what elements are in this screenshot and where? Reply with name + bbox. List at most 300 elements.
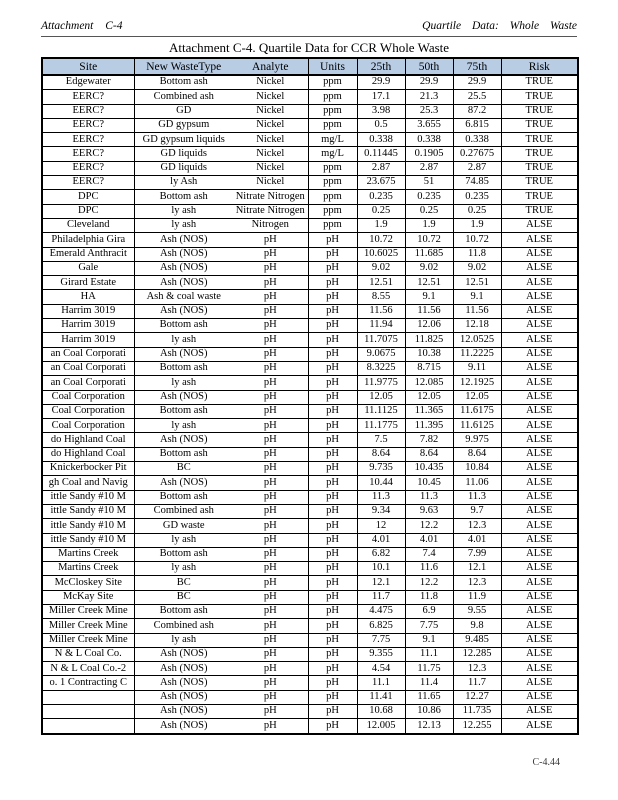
cell-wastetype: Bottom ash [134, 404, 233, 418]
cell-analyte: pH [233, 590, 308, 604]
cell-50th: 12.05 [405, 390, 453, 404]
cell-75th: 0.27675 [453, 147, 501, 161]
cell-units: pH [308, 662, 357, 676]
cell-wastetype: Combined ash [134, 619, 233, 633]
cell-analyte: Nickel [233, 161, 308, 175]
column-header-risk: Risk [501, 58, 578, 75]
cell-risk: ALSE [501, 261, 578, 275]
cell-75th: 4.01 [453, 533, 501, 547]
cell-50th: 8.64 [405, 447, 453, 461]
column-header-75th: 75th [453, 58, 501, 75]
cell-units: ppm [308, 204, 357, 218]
cell-wastetype: Ash (NOS) [134, 647, 233, 661]
cell-wastetype: Ash (NOS) [134, 233, 233, 247]
table-row [42, 218, 578, 232]
cell-50th: 0.235 [405, 190, 453, 204]
cell-75th: 11.735 [453, 705, 501, 719]
cell-75th: 12.1925 [453, 376, 501, 390]
cell-analyte: pH [233, 361, 308, 375]
running-header-right: Quartile Data: Whole Waste [422, 20, 577, 32]
cell-wastetype: GD [134, 104, 233, 118]
column-header-25th: 25th [357, 58, 405, 75]
cell-75th: 9.485 [453, 633, 501, 647]
table-row [42, 404, 578, 418]
cell-site: ittle Sandy #10 M [42, 504, 134, 518]
cell-wastetype: Combined ash [134, 504, 233, 518]
cell-50th: 11.56 [405, 304, 453, 318]
cell-risk: ALSE [501, 419, 578, 433]
cell-wastetype: ly ash [134, 633, 233, 647]
cell-analyte: pH [233, 647, 308, 661]
cell-units: ppm [308, 118, 357, 132]
cell-risk: ALSE [501, 662, 578, 676]
cell-analyte: pH [233, 562, 308, 576]
cell-analyte: Nickel [233, 176, 308, 190]
cell-75th: 12.255 [453, 719, 501, 734]
cell-75th: 9.11 [453, 361, 501, 375]
cell-25th: 10.6025 [357, 247, 405, 261]
cell-site: Coal Corporation [42, 404, 134, 418]
cell-risk: TRUE [501, 118, 578, 132]
cell-50th: 11.3 [405, 490, 453, 504]
cell-25th: 10.1 [357, 562, 405, 576]
column-header-analyte: Analyte [233, 58, 308, 75]
cell-site: o. 1 Contracting C [42, 676, 134, 690]
cell-25th: 2.87 [357, 161, 405, 175]
cell-wastetype: BC [134, 590, 233, 604]
table-row [42, 319, 578, 333]
cell-wastetype: BC [134, 576, 233, 590]
column-header-new-wastetype: New WasteType [134, 58, 233, 75]
cell-units: mg/L [308, 147, 357, 161]
cell-50th: 11.75 [405, 662, 453, 676]
cell-25th: 17.1 [357, 90, 405, 104]
cell-site: ittle Sandy #10 M [42, 490, 134, 504]
cell-50th: 12.2 [405, 576, 453, 590]
cell-units: pH [308, 590, 357, 604]
cell-75th: 12.51 [453, 276, 501, 290]
cell-75th: 0.338 [453, 133, 501, 147]
cell-units: ppm [308, 218, 357, 232]
table-row [42, 562, 578, 576]
cell-50th: 10.45 [405, 476, 453, 490]
cell-25th: 29.9 [357, 75, 405, 90]
cell-25th: 3.98 [357, 104, 405, 118]
cell-75th: 12.27 [453, 690, 501, 704]
cell-75th: 9.7 [453, 504, 501, 518]
cell-units: ppm [308, 75, 357, 90]
table-row [42, 304, 578, 318]
cell-50th: 9.63 [405, 504, 453, 518]
cell-units: pH [308, 690, 357, 704]
cell-50th: 11.395 [405, 419, 453, 433]
table-row [42, 633, 578, 647]
cell-25th: 6.82 [357, 547, 405, 561]
cell-25th: 8.55 [357, 290, 405, 304]
cell-units: pH [308, 361, 357, 375]
cell-analyte: Nickel [233, 104, 308, 118]
cell-analyte: pH [233, 247, 308, 261]
cell-analyte: pH [233, 462, 308, 476]
cell-50th: 0.25 [405, 204, 453, 218]
cell-risk: TRUE [501, 133, 578, 147]
cell-75th: 8.64 [453, 447, 501, 461]
table-row [42, 619, 578, 633]
cell-25th: 11.1775 [357, 419, 405, 433]
cell-site: McKay Site [42, 590, 134, 604]
cell-25th: 11.41 [357, 690, 405, 704]
cell-25th: 11.1 [357, 676, 405, 690]
cell-75th: 12.05 [453, 390, 501, 404]
table-row [42, 133, 578, 147]
cell-50th: 11.8 [405, 590, 453, 604]
cell-50th: 3.655 [405, 118, 453, 132]
cell-risk: ALSE [501, 547, 578, 561]
table-row [42, 533, 578, 547]
cell-site: Knickerbocker Pit [42, 462, 134, 476]
cell-analyte: Nickel [233, 75, 308, 90]
cell-50th: 11.825 [405, 333, 453, 347]
table-row [42, 290, 578, 304]
cell-25th: 1.9 [357, 218, 405, 232]
cell-site: Harrim 3019 [42, 304, 134, 318]
cell-analyte: Nitrate Nitrogen [233, 204, 308, 218]
cell-25th: 11.56 [357, 304, 405, 318]
cell-analyte: pH [233, 690, 308, 704]
cell-units: pH [308, 290, 357, 304]
table-row [42, 590, 578, 604]
cell-risk: TRUE [501, 190, 578, 204]
cell-analyte: pH [233, 719, 308, 734]
cell-risk: TRUE [501, 147, 578, 161]
cell-50th: 9.1 [405, 290, 453, 304]
cell-75th: 12.285 [453, 647, 501, 661]
cell-analyte: pH [233, 604, 308, 618]
cell-75th: 9.02 [453, 261, 501, 275]
cell-wastetype: Ash (NOS) [134, 276, 233, 290]
cell-risk: TRUE [501, 104, 578, 118]
cell-75th: 9.55 [453, 604, 501, 618]
cell-site: an Coal Corporati [42, 347, 134, 361]
cell-site: Miller Creek Mine [42, 604, 134, 618]
cell-75th: 11.8 [453, 247, 501, 261]
cell-50th: 0.1905 [405, 147, 453, 161]
cell-25th: 7.75 [357, 633, 405, 647]
cell-75th: 11.56 [453, 304, 501, 318]
cell-wastetype: Ash & coal waste [134, 290, 233, 304]
cell-50th: 7.82 [405, 433, 453, 447]
cell-wastetype: Ash (NOS) [134, 433, 233, 447]
cell-wastetype: Bottom ash [134, 547, 233, 561]
cell-risk: ALSE [501, 476, 578, 490]
cell-50th: 10.86 [405, 705, 453, 719]
cell-units: pH [308, 447, 357, 461]
cell-50th: 21.3 [405, 90, 453, 104]
cell-50th: 4.01 [405, 533, 453, 547]
cell-site: Emerald Anthracit [42, 247, 134, 261]
cell-75th: 9.1 [453, 290, 501, 304]
cell-units: pH [308, 433, 357, 447]
cell-units: pH [308, 333, 357, 347]
cell-units: pH [308, 533, 357, 547]
cell-75th: 1.9 [453, 218, 501, 232]
cell-50th: 6.9 [405, 604, 453, 618]
table-row [42, 276, 578, 290]
cell-25th: 9.34 [357, 504, 405, 518]
cell-25th: 10.68 [357, 705, 405, 719]
cell-risk: ALSE [501, 690, 578, 704]
column-header-50th: 50th [405, 58, 453, 75]
cell-units: pH [308, 705, 357, 719]
table-header-row [42, 58, 578, 75]
cell-risk: ALSE [501, 676, 578, 690]
cell-25th: 11.7 [357, 590, 405, 604]
cell-site: DPC [42, 190, 134, 204]
cell-25th: 4.54 [357, 662, 405, 676]
cell-25th: 8.3225 [357, 361, 405, 375]
cell-75th: 29.9 [453, 75, 501, 90]
cell-25th: 8.64 [357, 447, 405, 461]
cell-units: pH [308, 619, 357, 633]
cell-risk: ALSE [501, 447, 578, 461]
table-row [42, 90, 578, 104]
cell-50th: 11.4 [405, 676, 453, 690]
table-row [42, 247, 578, 261]
cell-25th: 9.02 [357, 261, 405, 275]
cell-risk: ALSE [501, 705, 578, 719]
cell-wastetype: Bottom ash [134, 361, 233, 375]
cell-50th: 25.3 [405, 104, 453, 118]
cell-site: gh Coal and Navig [42, 476, 134, 490]
cell-analyte: pH [233, 419, 308, 433]
cell-risk: TRUE [501, 176, 578, 190]
cell-risk: ALSE [501, 319, 578, 333]
cell-units: pH [308, 676, 357, 690]
cell-site: N & L Coal Co. [42, 647, 134, 661]
cell-analyte: pH [233, 233, 308, 247]
cell-25th: 0.235 [357, 190, 405, 204]
cell-wastetype: Bottom ash [134, 490, 233, 504]
cell-wastetype: ly ash [134, 218, 233, 232]
cell-analyte: pH [233, 276, 308, 290]
cell-wastetype: Ash (NOS) [134, 247, 233, 261]
table-row [42, 504, 578, 518]
cell-units: pH [308, 562, 357, 576]
table-row [42, 705, 578, 719]
table-row [42, 690, 578, 704]
cell-site: N & L Coal Co.-2 [42, 662, 134, 676]
cell-site: Cleveland [42, 218, 134, 232]
cell-50th: 7.75 [405, 619, 453, 633]
cell-units: mg/L [308, 133, 357, 147]
cell-analyte: pH [233, 333, 308, 347]
cell-units: pH [308, 419, 357, 433]
table-row [42, 462, 578, 476]
cell-25th: 12.05 [357, 390, 405, 404]
cell-analyte: Nickel [233, 147, 308, 161]
cell-risk: ALSE [501, 533, 578, 547]
cell-site: Philadelphia Gira [42, 233, 134, 247]
cell-50th: 11.65 [405, 690, 453, 704]
cell-wastetype: GD gypsum liquids [134, 133, 233, 147]
cell-risk: ALSE [501, 462, 578, 476]
cell-75th: 25.5 [453, 90, 501, 104]
cell-50th: 12.2 [405, 519, 453, 533]
cell-analyte: pH [233, 547, 308, 561]
column-header-units: Units [308, 58, 357, 75]
cell-analyte: pH [233, 662, 308, 676]
cell-75th: 7.99 [453, 547, 501, 561]
cell-site: EERC? [42, 104, 134, 118]
cell-25th: 12.51 [357, 276, 405, 290]
cell-50th: 11.365 [405, 404, 453, 418]
cell-site [42, 690, 134, 704]
table-row [42, 519, 578, 533]
cell-75th: 12.18 [453, 319, 501, 333]
cell-risk: ALSE [501, 361, 578, 375]
table-row [42, 176, 578, 190]
cell-units: pH [308, 247, 357, 261]
cell-units: pH [308, 633, 357, 647]
cell-75th: 74.85 [453, 176, 501, 190]
cell-75th: 9.8 [453, 619, 501, 633]
cell-25th: 12.005 [357, 719, 405, 734]
table-row [42, 490, 578, 504]
cell-wastetype: Ash (NOS) [134, 304, 233, 318]
cell-25th: 11.3 [357, 490, 405, 504]
cell-analyte: pH [233, 633, 308, 647]
cell-site [42, 705, 134, 719]
column-header-site: Site [42, 58, 134, 75]
cell-site: Martins Creek [42, 547, 134, 561]
cell-75th: 11.9 [453, 590, 501, 604]
cell-units: pH [308, 319, 357, 333]
cell-risk: ALSE [501, 504, 578, 518]
cell-site: an Coal Corporati [42, 361, 134, 375]
cell-risk: ALSE [501, 633, 578, 647]
table-row [42, 662, 578, 676]
cell-risk: ALSE [501, 433, 578, 447]
cell-50th: 51 [405, 176, 453, 190]
cell-analyte: pH [233, 490, 308, 504]
cell-25th: 11.1125 [357, 404, 405, 418]
cell-site: McCloskey Site [42, 576, 134, 590]
cell-50th: 0.338 [405, 133, 453, 147]
cell-site: EERC? [42, 90, 134, 104]
cell-75th: 0.235 [453, 190, 501, 204]
cell-wastetype: Ash (NOS) [134, 676, 233, 690]
table-row [42, 476, 578, 490]
cell-site: Coal Corporation [42, 390, 134, 404]
cell-units: ppm [308, 190, 357, 204]
cell-75th: 2.87 [453, 161, 501, 175]
cell-risk: ALSE [501, 404, 578, 418]
cell-units: pH [308, 304, 357, 318]
cell-site: ittle Sandy #10 M [42, 533, 134, 547]
cell-units: pH [308, 376, 357, 390]
cell-risk: ALSE [501, 562, 578, 576]
cell-wastetype: Bottom ash [134, 447, 233, 461]
table-body [42, 75, 578, 734]
cell-units: ppm [308, 176, 357, 190]
cell-site: do Highland Coal [42, 447, 134, 461]
table-row [42, 104, 578, 118]
cell-wastetype: ly ash [134, 204, 233, 218]
table-row [42, 333, 578, 347]
cell-25th: 11.94 [357, 319, 405, 333]
cell-units: pH [308, 647, 357, 661]
cell-25th: 11.7075 [357, 333, 405, 347]
cell-wastetype: ly Ash [134, 176, 233, 190]
cell-50th: 11.6 [405, 562, 453, 576]
cell-25th: 10.72 [357, 233, 405, 247]
cell-25th: 7.5 [357, 433, 405, 447]
cell-wastetype: Ash (NOS) [134, 390, 233, 404]
cell-site: Coal Corporation [42, 419, 134, 433]
cell-75th: 12.3 [453, 519, 501, 533]
table-row [42, 204, 578, 218]
cell-75th: 0.25 [453, 204, 501, 218]
cell-wastetype: ly ash [134, 333, 233, 347]
cell-units: pH [308, 476, 357, 490]
cell-risk: ALSE [501, 347, 578, 361]
cell-50th: 7.4 [405, 547, 453, 561]
cell-units: pH [308, 276, 357, 290]
cell-site: HA [42, 290, 134, 304]
cell-wastetype: Combined ash [134, 90, 233, 104]
cell-50th: 1.9 [405, 218, 453, 232]
page-number: C-4.44 [532, 757, 560, 768]
cell-25th: 23.675 [357, 176, 405, 190]
cell-50th: 12.06 [405, 319, 453, 333]
cell-site: ittle Sandy #10 M [42, 519, 134, 533]
cell-wastetype: ly ash [134, 562, 233, 576]
cell-50th: 10.38 [405, 347, 453, 361]
cell-risk: ALSE [501, 619, 578, 633]
table-row [42, 376, 578, 390]
cell-units: pH [308, 233, 357, 247]
table-row [42, 647, 578, 661]
cell-wastetype: Bottom ash [134, 190, 233, 204]
running-header [41, 20, 577, 37]
cell-analyte: pH [233, 304, 308, 318]
cell-units: pH [308, 519, 357, 533]
running-header-left: Attachment C-4 [41, 20, 123, 32]
cell-25th: 4.475 [357, 604, 405, 618]
cell-analyte: pH [233, 290, 308, 304]
cell-risk: TRUE [501, 90, 578, 104]
cell-risk: ALSE [501, 490, 578, 504]
cell-wastetype: Bottom ash [134, 75, 233, 90]
cell-risk: ALSE [501, 233, 578, 247]
cell-units: pH [308, 604, 357, 618]
cell-50th: 11.1 [405, 647, 453, 661]
table-row [42, 676, 578, 690]
cell-site: Harrim 3019 [42, 333, 134, 347]
cell-units: pH [308, 547, 357, 561]
page-title: Attachment C-4. Quartile Data for CCR Whole Waste [168, 40, 450, 55]
quartile-data-table [41, 57, 579, 735]
cell-wastetype: GD waste [134, 519, 233, 533]
cell-25th: 9.0675 [357, 347, 405, 361]
cell-analyte: pH [233, 433, 308, 447]
cell-50th: 12.51 [405, 276, 453, 290]
cell-wastetype: GD liquids [134, 147, 233, 161]
cell-50th: 11.685 [405, 247, 453, 261]
cell-units: pH [308, 404, 357, 418]
cell-25th: 9.355 [357, 647, 405, 661]
cell-risk: ALSE [501, 376, 578, 390]
